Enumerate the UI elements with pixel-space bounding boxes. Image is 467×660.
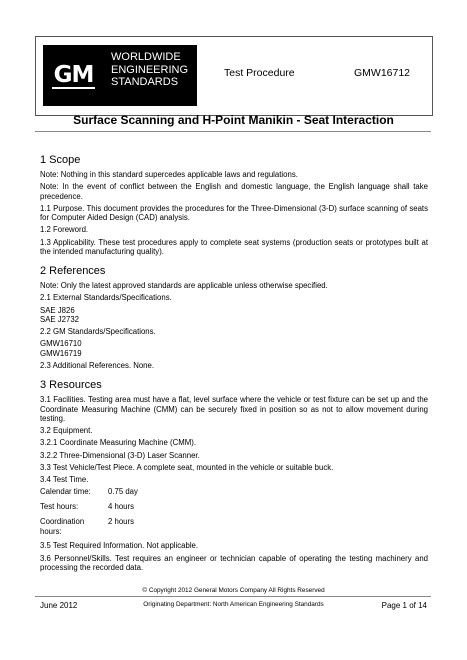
brand-line: STANDARDS bbox=[111, 76, 179, 88]
page-number: Page 1 of 14 bbox=[381, 601, 427, 610]
paragraph: 2.2 GM Standards/Specifications. bbox=[40, 327, 156, 337]
paragraph: 2.3 Additional References. None. bbox=[40, 361, 154, 371]
reference-item: GMW16710 bbox=[40, 339, 82, 349]
time-label: Calendar time: bbox=[40, 487, 91, 497]
reference-item: SAE J2732 bbox=[40, 315, 80, 325]
paragraph: Note: Only the latest approved standards are applicable unless otherwise specified. bbox=[40, 281, 328, 291]
paragraph: 3.4 Test Time. bbox=[40, 475, 89, 485]
section-heading: 3 Resources bbox=[40, 379, 102, 392]
paragraph: 1.2 Foreword. bbox=[40, 225, 89, 235]
brand-line: WORLDWIDE bbox=[111, 51, 181, 63]
procedure-label: Test Procedure bbox=[224, 67, 295, 79]
paragraph: Note: Nothing in this standard supercedes applicable laws and regulations. bbox=[40, 170, 298, 179]
footer-divider bbox=[35, 596, 431, 597]
reference-item: SAE J826 bbox=[40, 305, 75, 315]
paragraph: 1.1 Purpose. This document provides the procedures for the Three-Dimensional (3-D) surface scanning of seats for Computer Aided Design (CAD) analysis. bbox=[40, 203, 428, 223]
paragraph: 3.3 Test Vehicle/Test Piece. A complete seat, mounted in the vehicle or suitable buck. bbox=[40, 462, 334, 472]
paragraph: 3.2.1 Coordinate Measuring Machine (CMM). bbox=[40, 438, 197, 448]
time-value: 4 hours bbox=[108, 502, 135, 512]
section-heading: 2 References bbox=[40, 265, 106, 278]
paragraph: 3.2 Equipment. bbox=[40, 426, 93, 436]
brand-line: ENGINEERING bbox=[111, 63, 189, 76]
document-body bbox=[40, 154, 428, 575]
copyright-notice: © Copyright 2012 General Motors Company All Rights Reserved bbox=[142, 587, 325, 594]
time-label: Coordination hours: bbox=[40, 517, 85, 536]
time-value: 2 hours bbox=[108, 517, 135, 527]
paragraph: 3.2.2 Three-Dimensional (3-D) Laser Scanner. bbox=[40, 450, 200, 460]
gm-logo-text: GM bbox=[53, 61, 94, 88]
brand-text bbox=[111, 51, 188, 89]
reference-item: GMW16719 bbox=[40, 348, 82, 358]
paragraph: 1.3 Applicability. These test procedures apply to complete seat systems (production seats or prototypes built at the intended manufacturing quality). bbox=[40, 237, 428, 257]
document-title: Surface Scanning and H-Point Manikin - Seat Interaction bbox=[73, 113, 394, 127]
footer-date: June 2012 bbox=[40, 601, 78, 610]
document-header bbox=[35, 36, 433, 116]
time-row bbox=[40, 487, 428, 496]
document-number: GMW16712 bbox=[354, 67, 411, 79]
paragraph: 3.6 Personnel/Skills. Test requires an engineer or technician capable of operating the testing machinery and processing the recorded data. bbox=[40, 553, 428, 573]
gm-logo bbox=[43, 45, 197, 106]
title-divider bbox=[35, 131, 431, 132]
paragraph: 3.5 Test Required Information. Not applicable. bbox=[40, 541, 199, 551]
time-row bbox=[40, 517, 428, 536]
time-value: 0.75 day bbox=[108, 487, 138, 497]
section-heading: 1 Scope bbox=[40, 154, 81, 166]
paragraph: 2.1 External Standards/Specifications. bbox=[40, 293, 172, 303]
paragraph: 3.1 Facilities. Testing area must have a flat, level surface where the vehicle or test fixture can be set up and the Coordinate Measuring Machine (CMM) can be securely fixed in position so as not to allow movement during testing. bbox=[40, 395, 428, 424]
paragraph: Note: In the event of conflict between the English and domestic language, the English language shall take precedence. bbox=[40, 182, 428, 201]
time-label: Test hours: bbox=[40, 502, 79, 512]
originating-department: Originating Department: North American Engineering Standards bbox=[143, 601, 324, 608]
gm-logo-mark bbox=[43, 45, 104, 106]
time-row bbox=[40, 502, 428, 511]
